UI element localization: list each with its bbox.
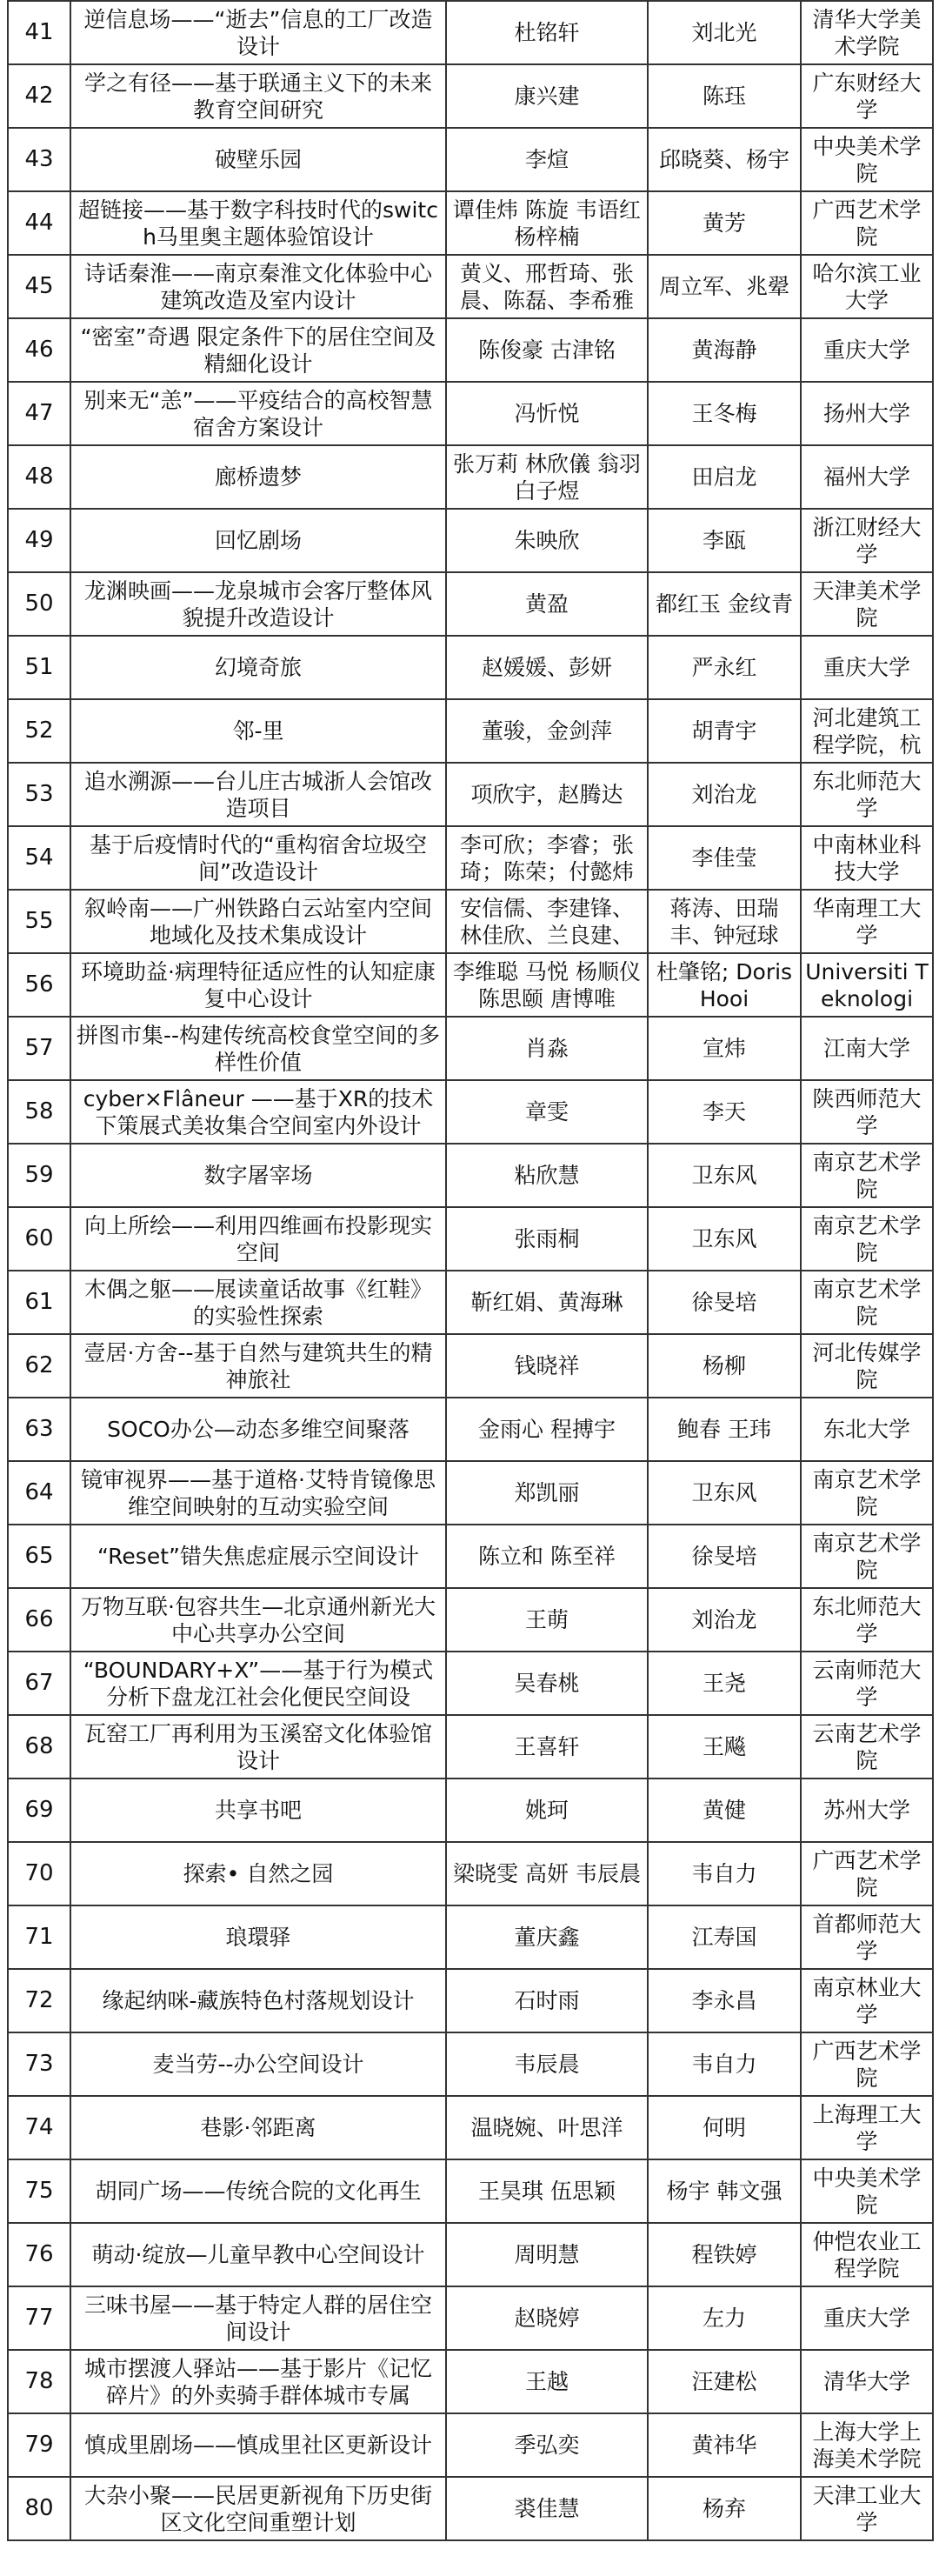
entry-number: 80 [8,2477,70,2540]
table-row [8,2286,933,2350]
school-name: 福州大学 [801,445,933,509]
advisor-names: 刘北光 [648,1,801,64]
award-list-body [8,1,933,2540]
entry-number: 43 [8,128,70,191]
table-row [8,1652,933,1715]
author-names: 康兴建 [446,64,648,128]
author-names: 靳红娟、黄海琳 [446,1271,648,1334]
advisor-names: 黄芳 [648,191,801,255]
school-name: 重庆大学 [801,2286,933,2350]
project-title: 三味书屋——基于特定人群的居住空间设计 [70,2286,446,2350]
entry-number: 74 [8,2096,70,2159]
school-name: 重庆大学 [801,318,933,382]
advisor-names: 刘治龙 [648,763,801,826]
table-row [8,1779,933,1842]
author-names: 粘欣慧 [446,1144,648,1207]
table-row [8,382,933,445]
author-names: 陈立和 陈至祥 [446,1525,648,1588]
author-names: 王越 [446,2350,648,2413]
table-row [8,191,933,255]
advisor-names: 王冬梅 [648,382,801,445]
school-name: 天津工业大学 [801,2477,933,2540]
advisor-names: 黄祎华 [648,2413,801,2477]
project-title: 城市摆渡人驿站——基于影片《记忆碎片》的外卖骑手群体城市专属 [70,2350,446,2413]
entry-number: 41 [8,1,70,64]
entry-number: 42 [8,64,70,128]
table-row [8,1842,933,1905]
school-name: 苏州大学 [801,1779,933,1842]
entry-number: 79 [8,2413,70,2477]
project-title: 超链接——基于数字科技时代的switch马里奥主题体验馆设计 [70,191,446,255]
entry-number: 48 [8,445,70,509]
school-name: 广西艺术学院 [801,191,933,255]
school-name: 陕西师范大学 [801,1080,933,1144]
advisor-names: 韦自力 [648,1842,801,1905]
table-row [8,2223,933,2286]
school-name: 东北大学 [801,1398,933,1461]
entry-number: 46 [8,318,70,382]
entry-number: 77 [8,2286,70,2350]
school-name: 东北师范大学 [801,763,933,826]
advisor-names: 陈珏 [648,64,801,128]
author-names: 王喜轩 [446,1715,648,1779]
author-names: 郑凯丽 [446,1461,648,1525]
entry-number: 65 [8,1525,70,1588]
advisor-names: 李佳莹 [648,826,801,890]
author-names: 朱映欣 [446,509,648,572]
author-names: 黄义、邢哲琦、张晨、陈磊、李希雅 [446,255,648,318]
advisor-names: 李瓯 [648,509,801,572]
table-row [8,509,933,572]
project-title: 萌动·绽放—儿童早教中心空间设计 [70,2223,446,2286]
project-title: 巷影·邻距离 [70,2096,446,2159]
entry-number: 60 [8,1207,70,1271]
project-title: 壹居·方舍--基于自然与建筑共生的精神旅社 [70,1334,446,1398]
project-title: 万物互联·包容共生—北京通州新光大中心共享办公空间 [70,1588,446,1652]
author-names: 安信儒、李建锋、林佳欣、兰良建、 [446,890,648,953]
entry-number: 63 [8,1398,70,1461]
entry-number: 69 [8,1779,70,1842]
table-row [8,2350,933,2413]
table-row [8,636,933,699]
table-row [8,1398,933,1461]
author-names: 石时雨 [446,1969,648,2032]
author-names: 冯忻悦 [446,382,648,445]
advisor-names: 李永昌 [648,1969,801,2032]
entry-number: 72 [8,1969,70,2032]
project-title: 麦当劳--办公空间设计 [70,2032,446,2096]
school-name: 云南艺术学院 [801,1715,933,1779]
table-row [8,2477,933,2540]
entry-number: 55 [8,890,70,953]
entry-number: 44 [8,191,70,255]
project-title: 邻-里 [70,699,446,763]
entry-number: 75 [8,2159,70,2223]
advisor-names: 杜肇铭; Doris Hooi [648,953,801,1017]
project-title: 叙岭南——广州铁路白云站室内空间地域化及技术集成设计 [70,890,446,953]
school-name: 南京林业大学 [801,1969,933,2032]
advisor-names: 杨柳 [648,1334,801,1398]
project-title: 胡同广场——传统合院的文化再生 [70,2159,446,2223]
award-list-table [7,0,934,2541]
author-names: 季弘奕 [446,2413,648,2477]
project-title: 别来无“恙”——平疫结合的高校智慧宿舍方案设计 [70,382,446,445]
entry-number: 73 [8,2032,70,2096]
project-title: 镜审视界——基于道格·艾特肯镜像思维空间映射的互动实验空间 [70,1461,446,1525]
school-name: 仲恺农业工程学院 [801,2223,933,2286]
entry-number: 71 [8,1905,70,1969]
project-title: 幻境奇旅 [70,636,446,699]
advisor-names: 黄海静 [648,318,801,382]
advisor-names: 都红玉 金纹青 [648,572,801,636]
advisor-names: 杨宇 韩文强 [648,2159,801,2223]
table-row [8,1715,933,1779]
entry-number: 53 [8,763,70,826]
school-name: 重庆大学 [801,636,933,699]
entry-number: 54 [8,826,70,890]
author-names: 董庆鑫 [446,1905,648,1969]
project-title: 追水溯源——台儿庄古城浙人会馆改造项目 [70,763,446,826]
advisor-names: 黄健 [648,1779,801,1842]
advisor-names: 周立军、兆翚 [648,255,801,318]
author-names: 吴春桃 [446,1652,648,1715]
table-row [8,2413,933,2477]
table-row [8,1207,933,1271]
table-row [8,890,933,953]
table-row [8,1,933,64]
entry-number: 51 [8,636,70,699]
project-title: 大杂小聚——民居更新视角下历史街区文化空间重塑计划 [70,2477,446,2540]
entry-number: 67 [8,1652,70,1715]
entry-number: 56 [8,953,70,1017]
advisor-names: 卫东风 [648,1461,801,1525]
table-row [8,2096,933,2159]
school-name: 广东财经大学 [801,64,933,128]
table-row [8,1017,933,1080]
school-name: 南京艺术学院 [801,1461,933,1525]
author-names: 梁晓雯 高妍 韦辰晨 [446,1842,648,1905]
table-row [8,2032,933,2096]
project-title: 基于后疫情时代的“重构宿舍垃圾空间”改造设计 [70,826,446,890]
advisor-names: 李天 [648,1080,801,1144]
table-row [8,2159,933,2223]
author-names: 谭佳炜 陈旋 韦语红 杨梓楠 [446,191,648,255]
project-title: 拼图市集--构建传统高校食堂空间的多样性价值 [70,1017,446,1080]
entry-number: 78 [8,2350,70,2413]
project-title: 廊桥遗梦 [70,445,446,509]
author-names: 钱晓祥 [446,1334,648,1398]
school-name: 扬州大学 [801,382,933,445]
project-title: 慎成里剧场——慎成里社区更新设计 [70,2413,446,2477]
table-row [8,1334,933,1398]
author-names: 黄盈 [446,572,648,636]
school-name: 南京艺术学院 [801,1144,933,1207]
author-names: 李煊 [446,128,648,191]
author-names: 张万莉 林欣儀 翁羽 白子煜 [446,445,648,509]
author-names: 周明慧 [446,2223,648,2286]
entry-number: 58 [8,1080,70,1144]
project-title: 龙渊映画——龙泉城市会客厅整体风貌提升改造设计 [70,572,446,636]
entry-number: 52 [8,699,70,763]
table-row [8,763,933,826]
table-row [8,1271,933,1334]
table-row [8,699,933,763]
project-title: “BOUNDARY+X”——基于行为模式分析下盘龙江社会化便民空间设 [70,1652,446,1715]
advisor-names: 江寿国 [648,1905,801,1969]
advisor-names: 程铁婷 [648,2223,801,2286]
advisor-names: 何明 [648,2096,801,2159]
table-row [8,1080,933,1144]
entry-number: 76 [8,2223,70,2286]
table-row [8,64,933,128]
advisor-names: 胡青宇 [648,699,801,763]
school-name: 清华大学美术学院 [801,1,933,64]
advisor-names: 邱晓葵、杨宇 [648,128,801,191]
author-names: 项欣宇，赵腾达 [446,763,648,826]
entry-number: 70 [8,1842,70,1905]
school-name: 华南理工大学 [801,890,933,953]
school-name: 中央美术学院 [801,128,933,191]
school-name: 东北师范大学 [801,1588,933,1652]
school-name: 广西艺术学院 [801,1842,933,1905]
project-title: 诗话秦淮——南京秦淮文化体验中心建筑改造及室内设计 [70,255,446,318]
school-name: 天津美术学院 [801,572,933,636]
project-title: SOCO办公—动态多维空间聚落 [70,1398,446,1461]
table-row [8,1461,933,1525]
project-title: cyber×Flâneur ——基于XR的技术下策展式美妆集合空间室内外设计 [70,1080,446,1144]
advisor-names: 田启龙 [648,445,801,509]
entry-number: 50 [8,572,70,636]
table-row [8,826,933,890]
table-row [8,128,933,191]
project-title: “Reset”错失焦虑症展示空间设计 [70,1525,446,1588]
project-title: 共享书吧 [70,1779,446,1842]
author-names: 李维聪 马悦 杨顺仪 陈思颐 唐博唯 [446,953,648,1017]
entry-number: 62 [8,1334,70,1398]
school-name: 河北建筑工程学院，杭 [801,699,933,763]
school-name: 清华大学 [801,2350,933,2413]
author-names: 赵媛媛、彭妍 [446,636,648,699]
entry-number: 57 [8,1017,70,1080]
table-row [8,445,933,509]
entry-number: 66 [8,1588,70,1652]
table-row [8,255,933,318]
advisor-names: 韦自力 [648,2032,801,2096]
author-names: 金雨心 程搏宇 [446,1398,648,1461]
school-name: 河北传媒学院 [801,1334,933,1398]
advisor-names: 王尧 [648,1652,801,1715]
author-names: 姚珂 [446,1779,648,1842]
school-name: 上海理工大学 [801,2096,933,2159]
author-names: 陈俊豪 古津铭 [446,318,648,382]
advisor-names: 王飚 [648,1715,801,1779]
advisor-names: 左力 [648,2286,801,2350]
project-title: “密室”奇遇 限定条件下的居住空间及精細化设计 [70,318,446,382]
school-name: 广西艺术学院 [801,2032,933,2096]
entry-number: 47 [8,382,70,445]
entry-number: 59 [8,1144,70,1207]
school-name: 中央美术学院 [801,2159,933,2223]
entry-number: 61 [8,1271,70,1334]
author-names: 章雯 [446,1080,648,1144]
school-name: 浙江财经大学 [801,509,933,572]
author-names: 李可欣；李睿；张琦；陈荣；付懿炜 [446,826,648,890]
author-names: 王昊琪 伍思颖 [446,2159,648,2223]
advisor-names: 卫东风 [648,1144,801,1207]
author-names: 温晓婉、叶思洋 [446,2096,648,2159]
advisor-names: 刘治龙 [648,1588,801,1652]
project-title: 环境助益·病理特征适应性的认知症康复中心设计 [70,953,446,1017]
advisor-names: 卫东风 [648,1207,801,1271]
school-name: 哈尔滨工业大学 [801,255,933,318]
table-row [8,1905,933,1969]
author-names: 王萌 [446,1588,648,1652]
table-row [8,318,933,382]
entry-number: 45 [8,255,70,318]
author-names: 韦辰晨 [446,2032,648,2096]
project-title: 琅環驿 [70,1905,446,1969]
school-name: 江南大学 [801,1017,933,1080]
author-names: 杜铭轩 [446,1,648,64]
table-row [8,1525,933,1588]
advisor-names: 徐旻培 [648,1271,801,1334]
advisor-names: 严永红 [648,636,801,699]
project-title: 回忆剧场 [70,509,446,572]
author-names: 董骏，金剑萍 [446,699,648,763]
school-name: 上海大学上海美术学院 [801,2413,933,2477]
school-name: 首都师范大学 [801,1905,933,1969]
entry-number: 49 [8,509,70,572]
advisor-names: 鲍春 王玮 [648,1398,801,1461]
table-row [8,572,933,636]
project-title: 学之有径——基于联通主义下的未来教育空间研究 [70,64,446,128]
school-name: 中南林业科技大学 [801,826,933,890]
school-name: 云南师范大学 [801,1652,933,1715]
advisor-names: 宣炜 [648,1017,801,1080]
advisor-names: 蒋涛、田瑞丰、钟冠球 [648,890,801,953]
advisor-names: 杨弃 [648,2477,801,2540]
project-title: 木偶之躯——展读童话故事《红鞋》的实验性探索 [70,1271,446,1334]
project-title: 向上所绘——利用四维画布投影现实空间 [70,1207,446,1271]
table-row [8,1969,933,2032]
project-title: 缘起纳咪-藏族特色村落规划设计 [70,1969,446,2032]
project-title: 逆信息场——“逝去”信息的工厂改造设计 [70,1,446,64]
school-name: Universiti Teknologi [801,953,933,1017]
advisor-names: 汪建松 [648,2350,801,2413]
school-name: 南京艺术学院 [801,1271,933,1334]
author-names: 裘佳慧 [446,2477,648,2540]
project-title: 破壁乐园 [70,128,446,191]
school-name: 南京艺术学院 [801,1525,933,1588]
project-title: 数字屠宰场 [70,1144,446,1207]
table-row [8,953,933,1017]
project-title: 瓦窑工厂再利用为玉溪窑文化体验馆设计 [70,1715,446,1779]
table-row [8,1588,933,1652]
author-names: 肖淼 [446,1017,648,1080]
table-row [8,1144,933,1207]
advisor-names: 徐旻培 [648,1525,801,1588]
entry-number: 64 [8,1461,70,1525]
project-title: 探索• 自然之园 [70,1842,446,1905]
author-names: 张雨桐 [446,1207,648,1271]
school-name: 南京艺术学院 [801,1207,933,1271]
entry-number: 68 [8,1715,70,1779]
author-names: 赵晓婷 [446,2286,648,2350]
